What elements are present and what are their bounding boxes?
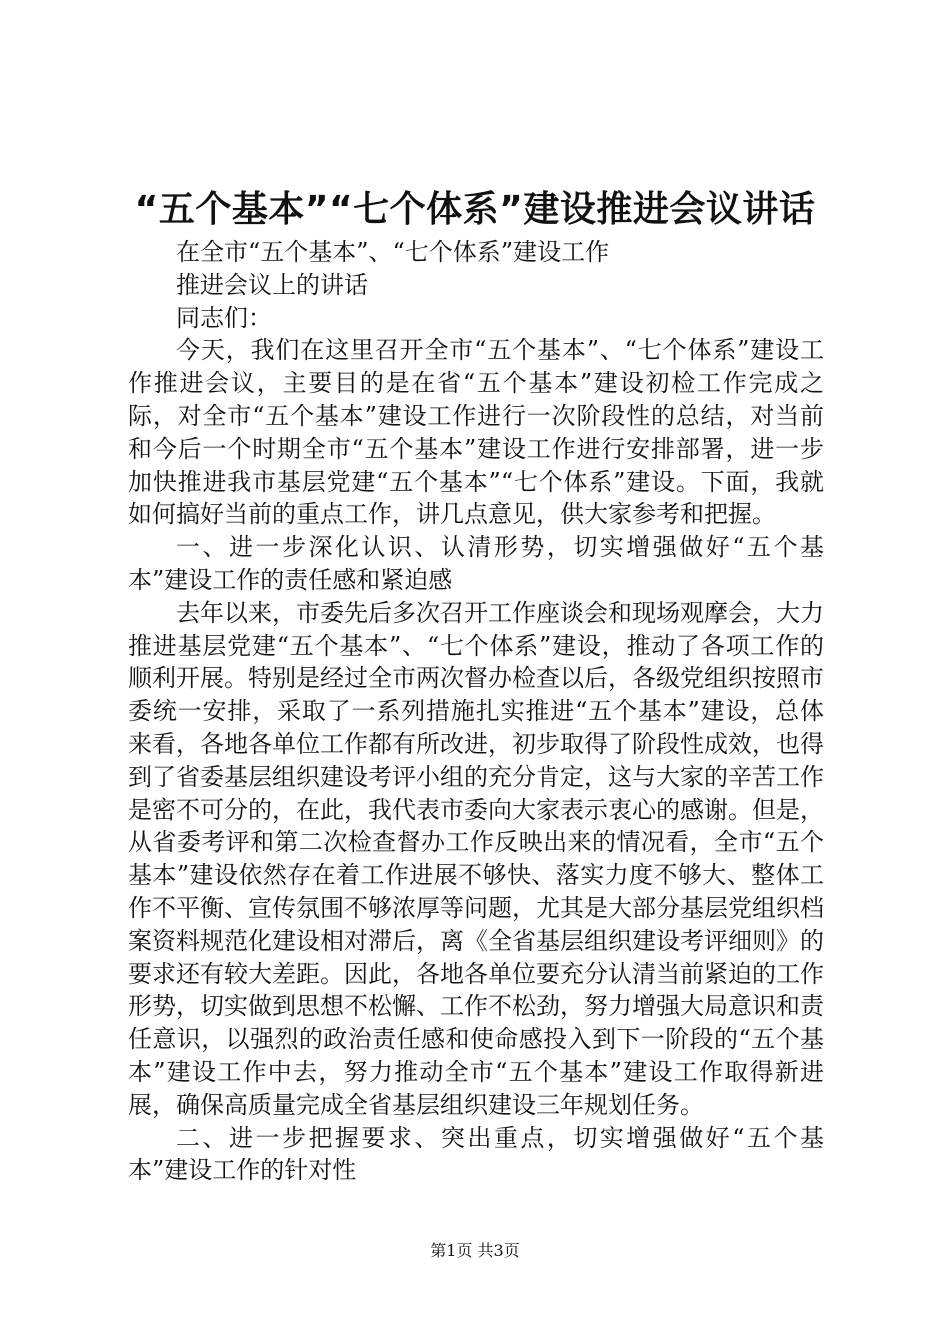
subtitle-line-1: 在全市“五个基本”、“七个体系”建设工作	[176, 238, 610, 266]
document-body	[128, 236, 824, 1187]
salutation: 同志们：	[176, 303, 272, 332]
paragraph-intro: 今天，我们在这里召开全市“五个基本”、“七个体系”建设工作推进会议，主要目的是在省“五个基本”建设初检工作完成之际，对全市“五个基本”建设工作进行一次阶段性的总结，对当前和今后一个时期全市“五个基本”建设工作进行安排部署，进一步加快推进我市基层党建“五个基本”“七个体系”建设。下面，我就如何搞好当前的重点工作，讲几点意见，供大家参考和把握。	[128, 336, 824, 529]
section-heading-2: 二、进一步把握要求、突出重点，切实增强做好“五个基本”建设工作的针对性	[128, 1123, 824, 1185]
paragraph-section-1: 去年以来，市委先后多次召开工作座谈会和现场观摩会，大力推进基层党建“五个基本”、“七个体系”建设，推动了各项工作的顺利开展。特别是经过全市两次督办检查以后，各级党组织按照市委统一安排，采取了一系列措施扎实推进“五个基本”建设，总体来看，各地各单位工作都有所改进，初步取得了阶段性成效，也得到了省委基层组织建设考评小组的充分肯定，这与大家的辛苦工作是密不可分的，在此，我代表市委向大家表示衷心的感谢。但是，从省委考评和第二次检查督办工作反映出来的情况看，全市“五个基本”建设依然存在着工作进展不够快、落实力度不够大、整体工作不平衡、宣传氛围不够浓厚等问题，尤其是大部分基层党组织档案资料规范化建设相对滞后，离《全省基层组织建设考评细则》的要求还有较大差距。因此，各地各单位要充分认清当前紧迫的工作形势，切实做到思想不松懈、工作不松劲，努力增强大局意识和责任意识，以强烈的政治责任感和使命感投入到下一阶段的“五个基本”建设工作中去，努力推动全市“五个基本”建设工作取得新进展，确保高质量完成全省基层组织建设三年规划任务。	[128, 598, 824, 1119]
section-heading-1: 一、进一步深化认识、认清形势，切实增强做好“五个基本”建设工作的责任感和紧迫感	[128, 533, 824, 594]
page-footer: 第1页 共3页	[430, 1241, 520, 1260]
document-title: “五个基本”“七个体系”建设推进会议讲话	[134, 189, 816, 230]
subtitle-line-2: 推进会议上的讲话	[176, 270, 368, 299]
